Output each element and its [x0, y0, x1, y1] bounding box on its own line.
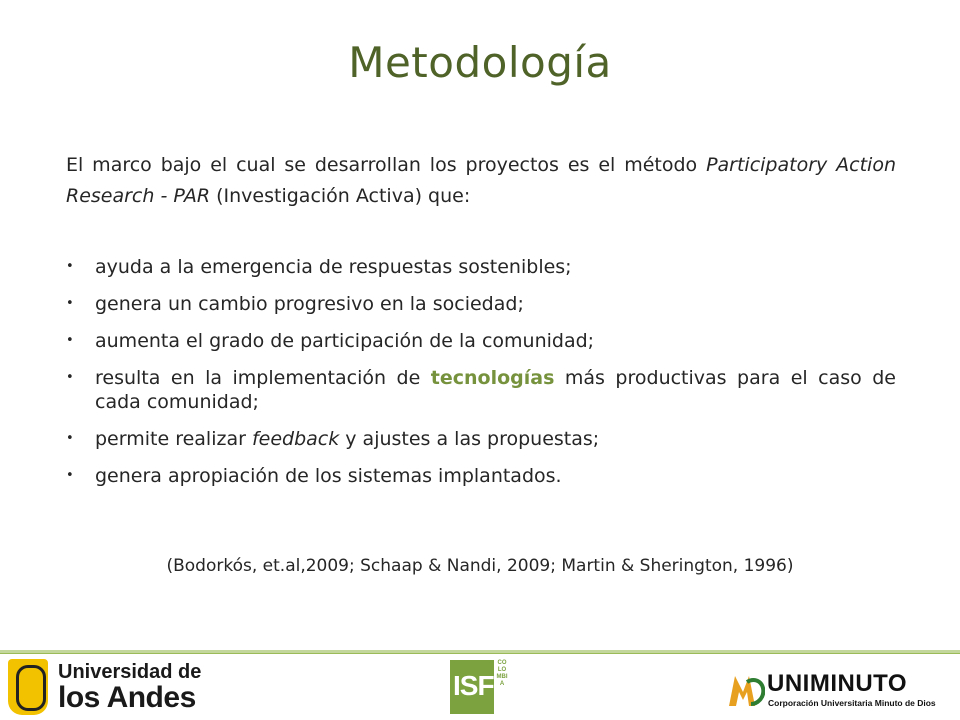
slide-title: Metodología [348, 38, 612, 87]
intro-text-after: (Investigación Activa) que: [210, 185, 471, 207]
footer-divider-line [0, 653, 960, 654]
bullet-text-after: más productivas para el caso de cada comunidad; [95, 367, 897, 413]
uniminuto-mark-icon [727, 668, 765, 710]
list-item [66, 464, 896, 488]
list-item [66, 329, 896, 353]
bullet-text: ayuda a la emergencia de respuestas sostenibles; [95, 256, 572, 278]
italic-term: feedback [251, 428, 340, 450]
bullet-text-before: permite realizar [95, 428, 252, 450]
reference-citation: (Bodorkós, et.al,2009; Schaap & Nandi, 2009; Martin & Sherington, 1996) [166, 556, 794, 576]
bullet-dot: • [66, 468, 74, 483]
uniandes-logo [8, 659, 202, 715]
list-item [66, 427, 896, 451]
bullet-text: genera apropiación de los sistemas implantados. [95, 465, 562, 487]
intro-paragraph [66, 150, 896, 212]
uniandes-shield-icon [8, 659, 48, 715]
intro-italic-term: Participatory Action Research - PAR [66, 154, 897, 207]
bullet-text: aumenta el grado de participación de la comunidad; [95, 330, 595, 352]
uniminuto-logo [727, 668, 957, 716]
isf-logo-block [450, 660, 494, 714]
bullet-dot: • [66, 259, 74, 274]
uniandes-name-line1: Universidad de [58, 661, 202, 683]
uniminuto-subtitle: Corporación Universitaria Minuto de Dios [768, 698, 936, 708]
bullet-text: genera un cambio progresivo en la sociedad; [95, 293, 524, 315]
bullet-dot: • [66, 431, 74, 446]
bullet-text-after: y ajustes a las propuestas; [339, 428, 600, 450]
uniminuto-name: UNIMINUTO [767, 670, 908, 697]
bullet-dot: • [66, 296, 74, 311]
uniandes-shield-emblem [16, 665, 46, 711]
isf-letters: ISF [453, 670, 494, 701]
list-item [66, 255, 896, 279]
bullet-text-before: resulta en la implementación de [95, 367, 431, 389]
highlighted-term: tecnologías [430, 367, 555, 389]
intro-text-before: El marco bajo el cual se desarrollan los proyectos es el método [66, 154, 707, 176]
bullet-dot: • [66, 333, 74, 348]
list-item [66, 366, 896, 414]
list-item [66, 292, 896, 316]
isf-country: COLOMBIA [496, 660, 508, 687]
isf-logo [450, 660, 510, 716]
bullet-list [66, 255, 896, 501]
bullet-dot: • [66, 370, 74, 385]
uniandes-name-line2: los Andes [58, 681, 196, 714]
